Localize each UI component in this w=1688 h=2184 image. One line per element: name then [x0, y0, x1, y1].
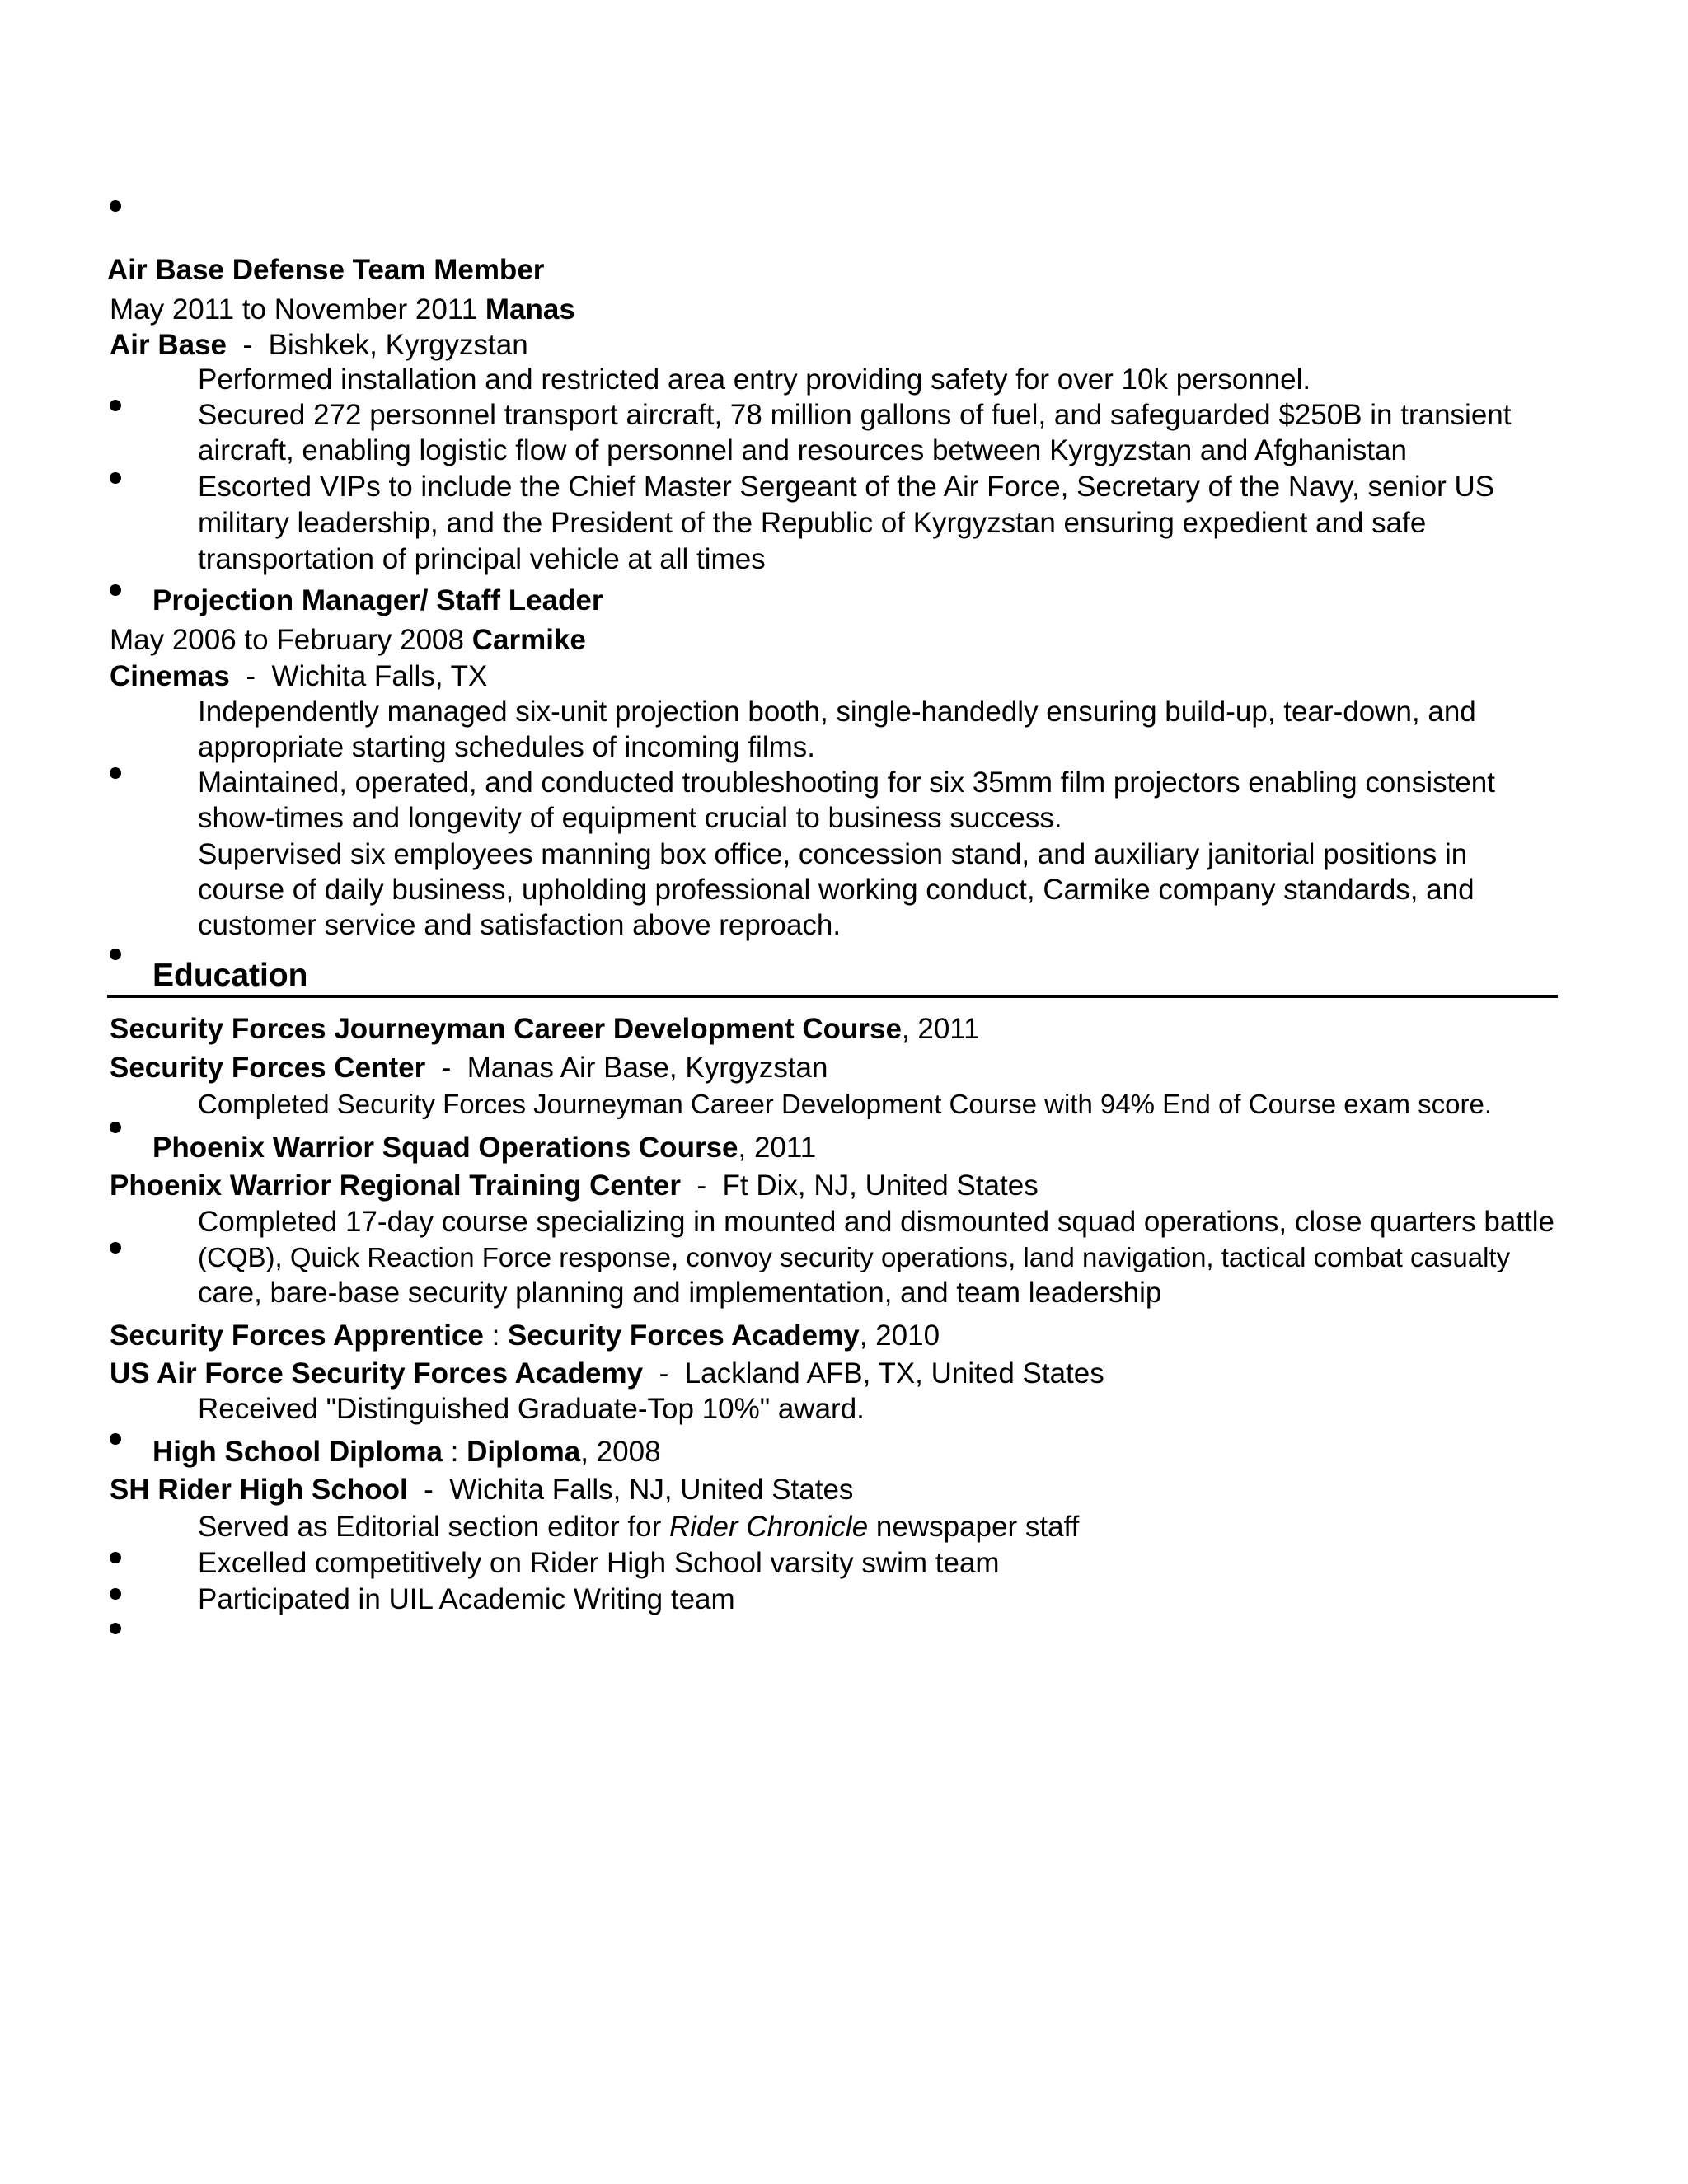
job-dates-employer	[110, 623, 586, 658]
edu-desc-line	[198, 1510, 1079, 1544]
edu-year: , 2011	[901, 1013, 980, 1045]
newspaper-name: Rider Chronicle	[668, 1511, 869, 1543]
edu-school-location	[110, 1357, 1104, 1391]
edu-course-name: Security Forces Journeyman Career Development Course	[110, 1013, 902, 1045]
bullet-icon	[110, 1552, 121, 1563]
edu-desc-line: Excelled competitively on Rider High School varsity swim team	[198, 1547, 1000, 1579]
edu-school-location	[110, 1051, 828, 1085]
job-desc-line: Supervised six employees manning box office, concession stand, and auxiliary janitorial positions in	[198, 838, 1468, 870]
section-divider	[107, 995, 1558, 998]
job-employer-location	[110, 659, 487, 694]
separator: -	[246, 660, 256, 692]
job-dates: May 2011 to November 2011	[110, 293, 478, 326]
edu-location: Lackland AFB, TX, United States	[684, 1357, 1104, 1390]
job-desc-line: military leadership, and the President of the Republic of Kyrgyzstan ensuring expedient and safe	[198, 507, 1427, 539]
job-employer-location	[110, 328, 528, 363]
job-desc-line: customer service and satisfaction above reproach.	[198, 909, 842, 941]
job-employer: Carmike	[471, 624, 586, 656]
job-desc-line: Escorted VIPs to include the Chief Master Sergeant of the Air Force, Secretary of the Navy, senior US	[198, 471, 1495, 503]
edu-location: Wichita Falls, NJ, United States	[449, 1474, 854, 1506]
edu-colon: :	[442, 1436, 467, 1468]
edu-school: SH Rider High School	[110, 1474, 408, 1506]
separator: -	[696, 1169, 707, 1202]
edu-desc-line: (CQB), Quick Reaction Force response, convoy security operations, land navigation, tactical combat casualty	[198, 1242, 1511, 1272]
edu-course	[152, 1131, 816, 1165]
job-desc-line: show-times and longevity of equipment crucial to business success.	[198, 802, 1062, 834]
edu-school: Phoenix Warrior Regional Training Center	[110, 1169, 681, 1202]
job-desc-line: appropriate starting schedules of incoming films.	[198, 731, 815, 763]
edu-location: Ft Dix, NJ, United States	[722, 1169, 1039, 1202]
job-desc-line: Independently managed six-unit projection booth, single-handedly ensuring build-up, tear-down, and	[198, 696, 1476, 728]
bullet-icon	[110, 400, 121, 411]
job-dates: May 2006 to February 2008	[110, 624, 464, 656]
bullet-icon	[110, 1242, 121, 1254]
job-desc-line: aircraft, enabling logistic flow of personnel and resources between Kyrgyzstan and Afghanistan	[198, 434, 1407, 466]
edu-desc-line: Completed 17-day course specializing in mounted and dismounted squad operations, close quarters battle	[198, 1206, 1554, 1238]
bullet-icon	[110, 1122, 121, 1133]
edu-course	[152, 1435, 661, 1469]
bullet-icon	[110, 767, 121, 779]
edu-year: , 2011	[738, 1132, 817, 1164]
edu-course-name-2: Diploma	[467, 1436, 581, 1468]
job-desc-line: course of daily business, upholding professional working conduct, Carmike company standards, and	[198, 874, 1475, 906]
separator: -	[424, 1474, 434, 1506]
bullet-icon	[110, 1623, 121, 1634]
edu-desc-line: Completed Security Forces Journeyman Career Development Course with 94% End of Course exam score.	[198, 1089, 1493, 1119]
edu-course-name: Phoenix Warrior Squad Operations Course	[152, 1132, 738, 1164]
edu-course-name: Security Forces Apprentice	[110, 1319, 484, 1352]
bullet-icon	[110, 472, 121, 484]
edu-location: Manas Air Base, Kyrgyzstan	[467, 1052, 828, 1084]
edu-year: , 2008	[580, 1436, 661, 1468]
edu-colon: :	[483, 1319, 509, 1352]
separator: -	[242, 329, 253, 361]
job-employer-cont: Air Base	[110, 329, 227, 361]
job-desc-line: transportation of principal vehicle at all times	[198, 543, 766, 575]
bullet-icon	[110, 1588, 121, 1600]
job-title: Projection Manager/ Staff Leader	[152, 584, 603, 616]
edu-course	[110, 1319, 940, 1353]
bullet-icon	[110, 949, 121, 960]
bullet-icon	[110, 584, 121, 596]
job-desc-line: Maintained, operated, and conducted troubleshooting for six 35mm film projectors enabling consistent	[198, 766, 1495, 799]
bullet-icon	[110, 1433, 121, 1445]
edu-course-name: High School Diploma	[152, 1436, 443, 1468]
edu-school: US Air Force Security Forces Academy	[110, 1357, 644, 1390]
separator: -	[659, 1357, 669, 1390]
job-desc-line: Performed installation and restricted area entry providing safety for over 10k personnel.	[198, 363, 1311, 396]
edu-school: Security Forces Center	[110, 1052, 426, 1084]
edu-desc-text: Served as Editorial section editor for	[198, 1511, 669, 1543]
bullet-icon	[110, 200, 121, 212]
edu-school-location	[110, 1473, 853, 1507]
job-location: Wichita Falls, TX	[271, 660, 488, 692]
edu-desc-line: Received "Distinguished Graduate-Top 10%" award.	[198, 1393, 865, 1425]
job-desc-line: Secured 272 personnel transport aircraft, 78 million gallons of fuel, and safeguarded $250B in transient	[198, 399, 1512, 431]
job-location: Bishkek, Kyrgyzstan	[268, 329, 528, 361]
edu-course-name-2: Security Forces Academy	[508, 1319, 860, 1352]
edu-desc-line: Participated in UIL Academic Writing team	[198, 1583, 735, 1615]
edu-desc-line: care, bare-base security planning and implementation, and team leadership	[198, 1277, 1162, 1309]
edu-school-location	[110, 1169, 1039, 1203]
job-employer: Manas	[485, 293, 575, 326]
edu-desc-text: newspaper staff	[868, 1511, 1080, 1543]
job-dates-employer	[110, 293, 575, 327]
edu-year: , 2010	[859, 1319, 940, 1352]
separator: -	[441, 1052, 452, 1084]
section-heading-education: Education	[152, 958, 308, 993]
job-title: Air Base Defense Team Member	[107, 254, 545, 286]
edu-course	[110, 1012, 980, 1047]
job-employer-cont: Cinemas	[110, 660, 230, 692]
